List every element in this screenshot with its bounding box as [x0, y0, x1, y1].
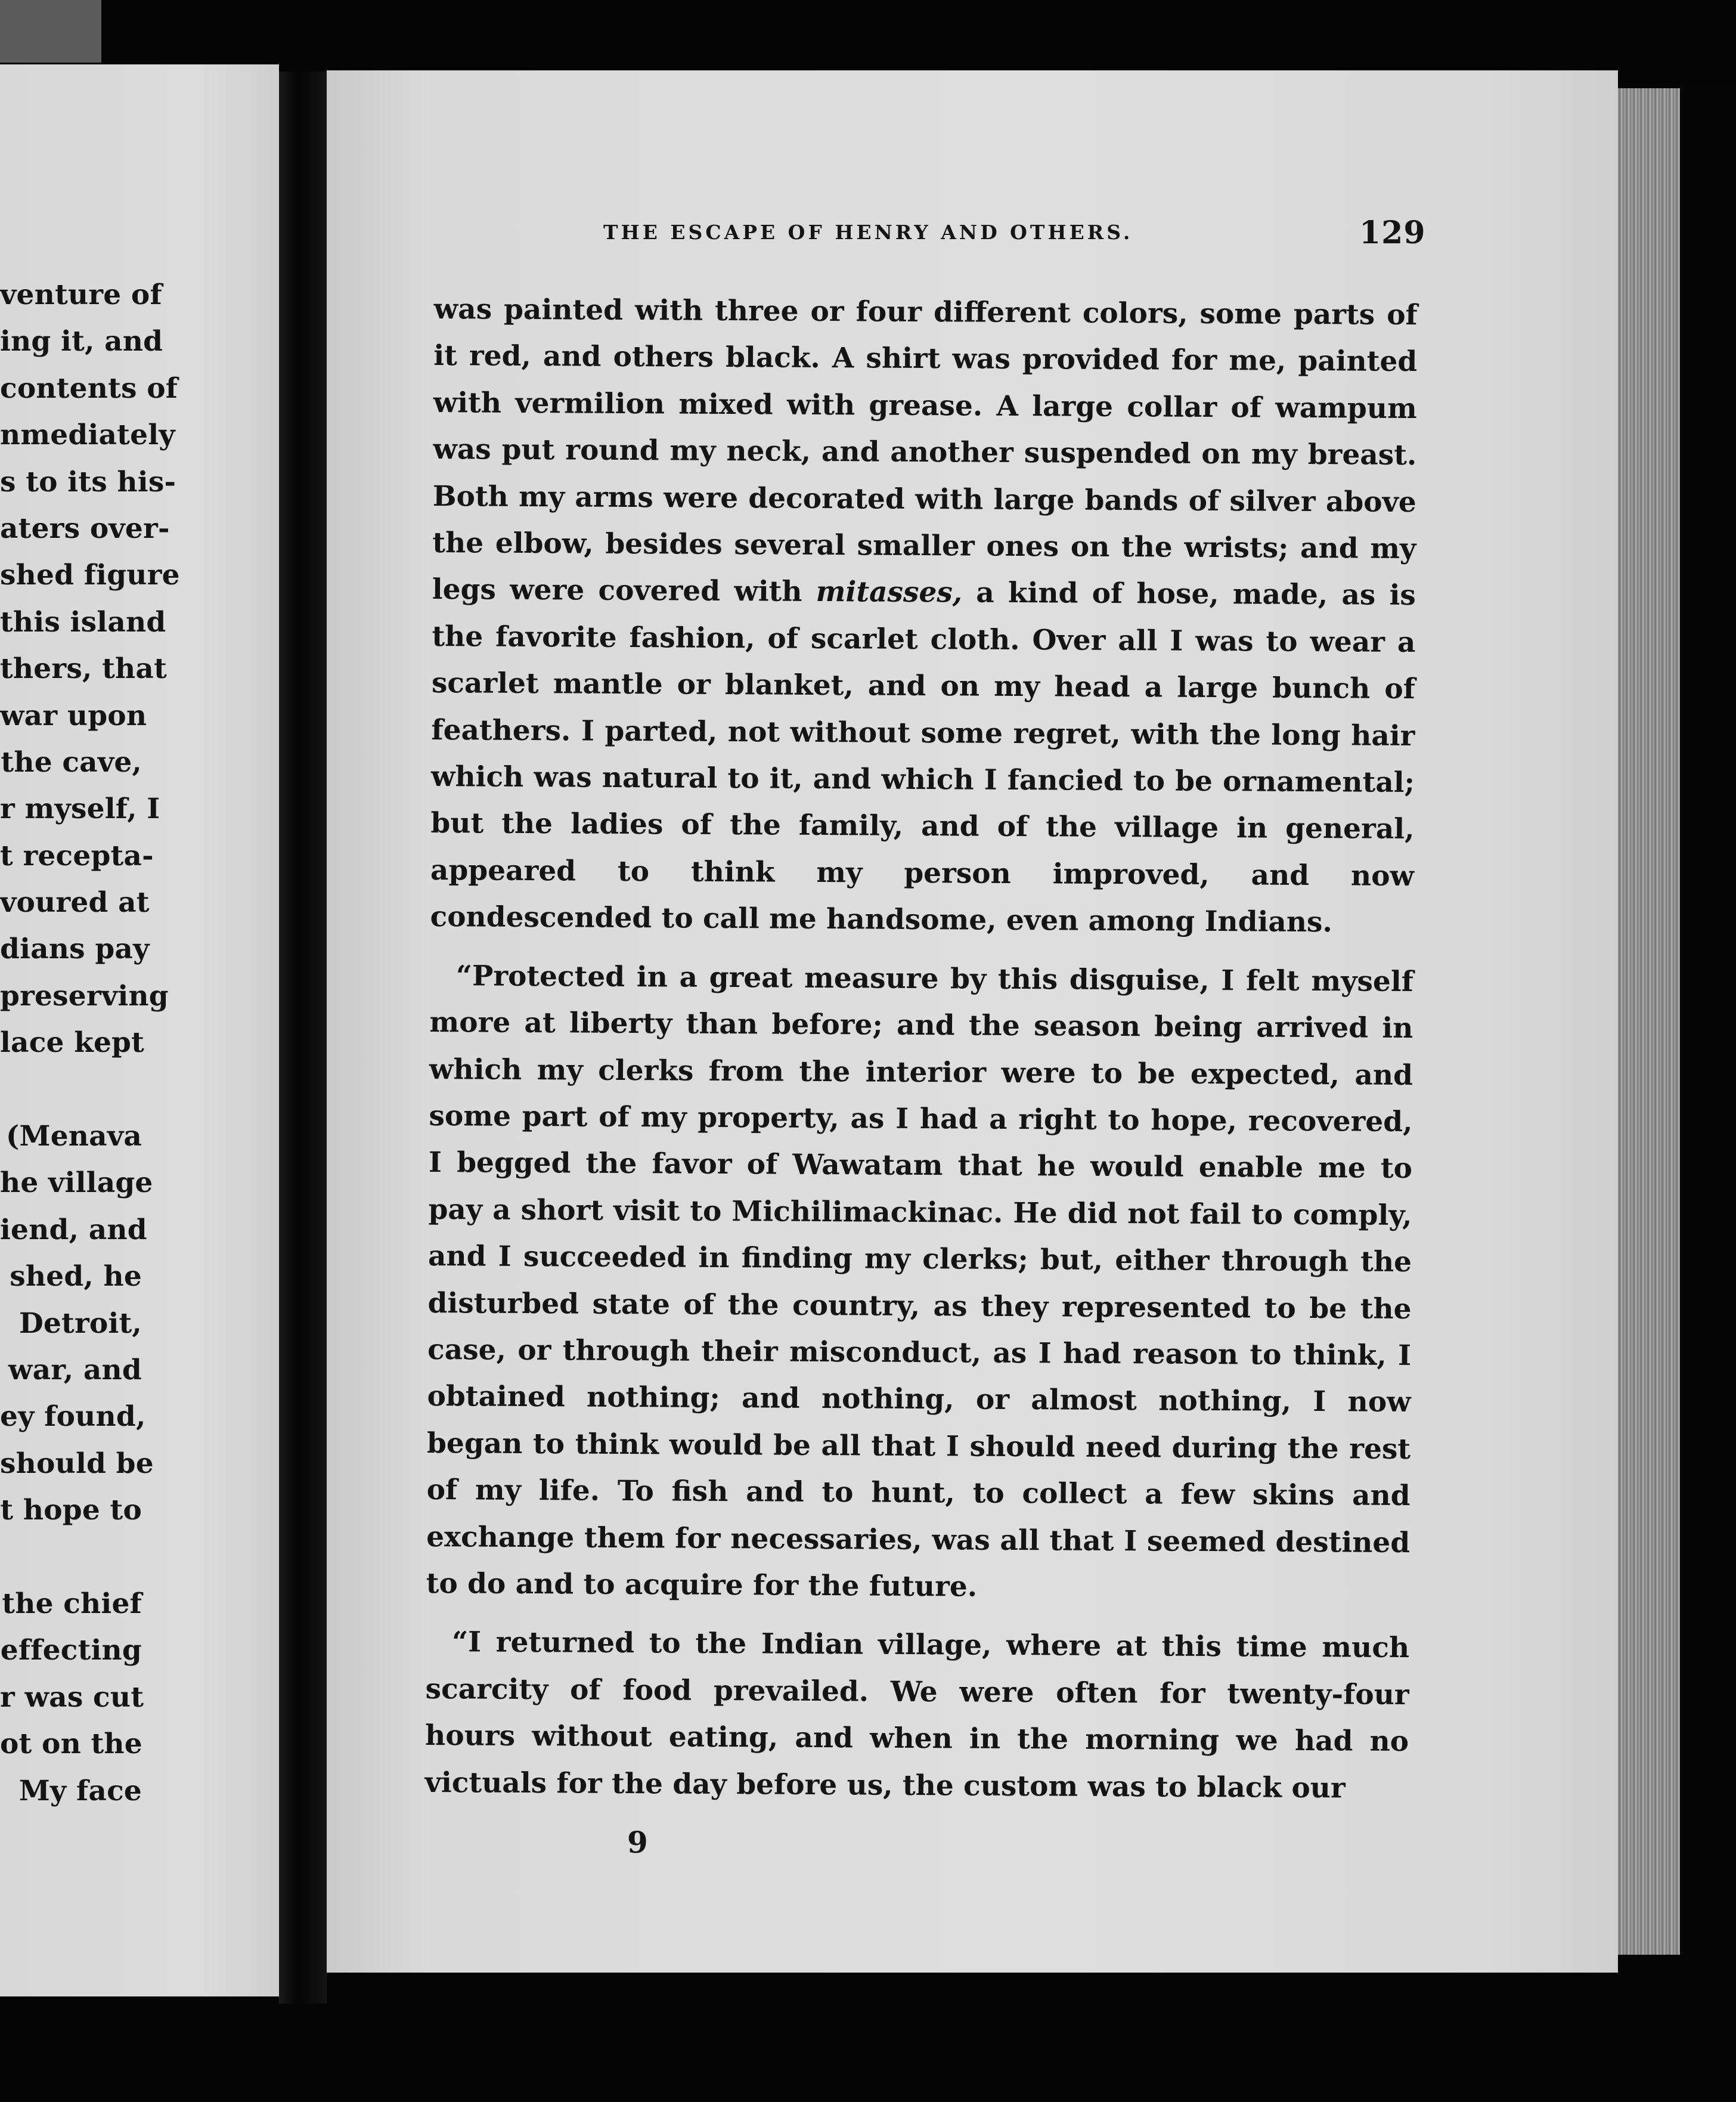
left-page-line: dians pay — [0, 933, 150, 966]
left-page-line: My face — [18, 1774, 142, 1807]
left-page-line: should be — [0, 1447, 154, 1480]
left-page-line: iend, and — [0, 1213, 147, 1246]
left-page-line: war upon — [0, 699, 147, 732]
left-page-line: t recepta- — [0, 839, 154, 872]
left-page-line: (Menava — [6, 1120, 142, 1153]
left-page-line — [0, 1067, 142, 1113]
left-page-line: ot on the — [0, 1728, 142, 1761]
left-page-line: effecting — [0, 1634, 142, 1667]
left-page-line: t hope to — [0, 1494, 142, 1527]
paragraph-text: was painted with three or four different colors, some parts of it red, and others black. A shirt was provided for me, painted with vermilion mixed with grease. A large collar of wampum was put round my neck, and another suspended on my breast. Both my arms were decorated with large bands of silver above the elbow, besides several smaller ones on the wrists; and my legs were covered with — [432, 292, 1418, 609]
left-page-line: contents of — [0, 372, 178, 405]
left-page-line: shed figure — [0, 559, 180, 592]
left-page-line — [0, 1534, 142, 1581]
left-page-line: the chief — [2, 1587, 142, 1620]
left-page-line: r was cut — [0, 1680, 144, 1714]
left-page-line: venture of — [0, 278, 162, 311]
left-page-text — [0, 272, 180, 1815]
left-page-line: voured at — [0, 886, 150, 920]
left-page-line: Detroit, — [18, 1307, 142, 1340]
left-page-line: lace kept — [0, 1026, 145, 1060]
paragraph — [430, 286, 1418, 947]
page-number: 129 — [1359, 215, 1426, 251]
paragraph-text: a kind of hose, made, as is the favorite fashion, of scarlet cloth. Over all I was to wear a scarlet mantle or blanket, and on my head a large bunch of feathers. I parted, not without some regret, with the long hair which was natural to it, and which I fancied to be ornamental; but the ladies of the family, and of the village in general, appeared to think my person improved, and now condescended to call me handsome, even among Indians. — [430, 576, 1416, 939]
left-page-line: nmediately — [0, 419, 175, 452]
left-page-line: shed, he — [10, 1260, 142, 1293]
left-page-line: the cave, — [1, 745, 142, 779]
running-head: THE ESCAPE OF HENRY AND OTHERS. — [603, 221, 1133, 244]
left-page-line: he village — [0, 1166, 153, 1200]
left-page-line: war, and — [8, 1353, 142, 1386]
scanner-corner — [0, 0, 101, 63]
left-page — [0, 64, 279, 1996]
body-text — [424, 286, 1418, 1824]
left-page-line: thers, that — [0, 652, 167, 686]
book-gutter — [279, 72, 327, 2004]
left-page-line: s to its his- — [0, 465, 176, 499]
left-page-line: ing it, and — [0, 325, 163, 358]
left-page-line: r myself, I — [0, 792, 160, 826]
italic-word: mitasses, — [816, 575, 963, 609]
left-page-line: this island — [0, 605, 166, 639]
signature-mark: 9 — [627, 1825, 648, 1860]
left-page-line: ey found, — [0, 1400, 146, 1434]
left-page-line: preserving — [0, 979, 169, 1013]
page-edges — [1618, 88, 1680, 1955]
paragraph: “I returned to the Indian village, where at this time much scarcity of food prevailed. We were often for twenty-four hours without eating, and when in the morning we had no victuals for the day before us, the custom was to black our — [424, 1626, 1410, 1804]
paragraph: “Protected in a great measure by this disguise, I felt myself more at liberty than before; and the season being arrived in which my clerks from the interior were to be expected, and some part of my property, as I had a right to hope, recovered, I begged the favor of Wawatam that he would enable me to pay a short visit to Michilimackinac. He did not fail to comply, and I succeeded in finding my clerks; but, either through the disturbed state of the country, as they represented to be the case, or through their misconduct, as I had reason to think, I obtained nothing; and nothing, or almost nothing, I now began to think would be all that I should need during the rest of my life. To fish and to hunt, to collect a few skins and exchange them for necessaries, was all that I seemed destined to do and to acquire for the future. — [426, 959, 1414, 1603]
left-page-line: aters over- — [0, 512, 170, 545]
